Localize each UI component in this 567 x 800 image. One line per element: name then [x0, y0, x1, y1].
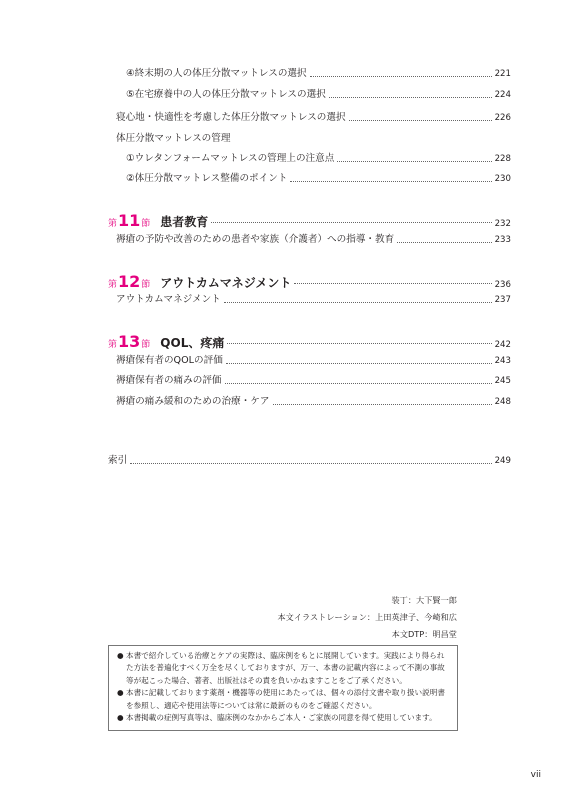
- section-page: 236: [494, 280, 511, 290]
- page-number: vii: [530, 770, 541, 780]
- toc-entry-page: 237: [494, 295, 511, 305]
- toc-entry-page: 221: [494, 69, 511, 79]
- leader-dots: [294, 282, 491, 284]
- section-prefix: 第: [108, 340, 118, 350]
- toc-entry-title: 褥瘡の痛み緩和のための治療・ケア: [116, 396, 270, 407]
- toc-entry-title: ①ウレタンフォームマットレスの管理上の注意点: [126, 153, 335, 164]
- disclaimer-text: 本書に記載しております薬剤・機器等の使用にあたっては、個々の添付文書や取り扱い説明書を参照し、適応や使用法等については常に最新のものをご確認ください。: [126, 688, 445, 710]
- bullet-icon: ●: [117, 651, 124, 660]
- toc-entry-page: 249: [494, 456, 511, 466]
- disclaimer-box: [108, 645, 458, 731]
- toc-entry-page: 226: [494, 113, 511, 123]
- toc-entry[interactable]: [116, 234, 511, 246]
- credit-line: 本文DTP：明昌堂: [391, 629, 457, 639]
- toc-entry-page: 245: [494, 376, 511, 386]
- toc-entry-title: 褥瘡の予防や改善のための患者や家族（介護者）への指導・教育: [116, 234, 395, 245]
- toc-entry-title: 索引: [108, 455, 128, 466]
- section-title: アウトカムマネジメント: [160, 276, 292, 290]
- credit-line: 装丁：大下賢一郎: [391, 595, 457, 605]
- bullet-icon: ●: [117, 688, 124, 698]
- toc-entry-title: 褥瘡保有者の痛みの評価: [116, 375, 222, 386]
- toc-entry-title: ②体圧分散マットレス整備のポイント: [126, 173, 288, 184]
- toc-entry[interactable]: [116, 112, 511, 124]
- section-page: 242: [494, 340, 511, 350]
- section-number: 12: [118, 272, 141, 291]
- section-prefix: 第: [108, 219, 118, 229]
- section-prefix: 第: [108, 280, 118, 290]
- leader-dots: [226, 362, 492, 364]
- section-suffix: 節: [141, 340, 151, 350]
- toc-entry[interactable]: [126, 68, 511, 80]
- credit-line: 本文イラストレーション：上田英津子、今崎和広: [277, 612, 457, 622]
- leader-dots: [224, 301, 492, 303]
- toc-entry-title: 体圧分散マットレスの管理: [116, 133, 231, 144]
- toc-entry-title: ⑤在宅療養中の人の体圧分散マットレスの選択: [126, 89, 326, 100]
- section-title: QOL、疼痛: [160, 336, 225, 350]
- toc-entry-index[interactable]: [108, 455, 511, 467]
- toc-entry-page: 243: [494, 356, 511, 366]
- toc-entry[interactable]: [116, 355, 511, 367]
- section-heading-11[interactable]: [108, 211, 511, 230]
- leader-dots: [290, 180, 491, 182]
- toc-heading[interactable]: [116, 133, 230, 145]
- section-title: 患者教育: [160, 215, 209, 229]
- bullet-icon: ●: [117, 713, 124, 723]
- leader-dots: [337, 160, 491, 162]
- toc-entry-page: 233: [494, 235, 511, 245]
- leader-dots: [310, 75, 492, 77]
- section-heading-13[interactable]: [108, 332, 511, 351]
- toc-entry-page: 228: [494, 154, 511, 164]
- toc-entry[interactable]: [126, 153, 511, 165]
- disclaimer-item: [117, 650, 449, 687]
- leader-dots: [225, 382, 492, 384]
- section-page: 232: [494, 219, 511, 229]
- toc-entry-title: アウトカムマネジメント: [116, 294, 221, 305]
- leader-dots: [329, 96, 492, 98]
- section-suffix: 節: [141, 219, 151, 229]
- toc-entry-page: 224: [494, 90, 511, 100]
- section-suffix: 節: [141, 280, 151, 290]
- leader-dots: [273, 403, 492, 405]
- toc-entry-title: ④終末期の人の体圧分散マットレスの選択: [126, 68, 307, 79]
- disclaimer-text: 本書掲載の症例写真等は、臨床例のなかからご本人・ご家族の同意を得て使用しています。: [126, 713, 437, 723]
- disclaimer-item: [117, 687, 449, 712]
- section-number: 11: [118, 211, 141, 230]
- disclaimer-text: 本書で紹介している治療とケアの実際は、臨床例をもとに展開しています。実践により得られた方法を普遍化すべく万全を尽くしておりますが、万一、本書の記載内容によって不測の事故等が起こった場合、著者、出版社はその責を負いかねますことをご了承ください。: [126, 651, 445, 685]
- leader-dots: [227, 342, 491, 344]
- toc-entry[interactable]: [126, 173, 511, 185]
- section-number: 13: [118, 332, 141, 351]
- leader-dots: [349, 119, 492, 121]
- toc-entry[interactable]: [116, 396, 511, 408]
- section-heading-12[interactable]: [108, 272, 511, 291]
- leader-dots: [130, 462, 491, 464]
- toc-entry-title: 褥瘡保有者のQOLの評価: [116, 355, 223, 366]
- toc-entry[interactable]: [116, 375, 511, 387]
- leader-dots: [211, 221, 491, 223]
- disclaimer-item: [117, 712, 449, 724]
- toc-entry-page: 248: [494, 397, 511, 407]
- toc-entry-page: 230: [494, 174, 511, 184]
- toc-entry-title: 寝心地・快適性を考慮した体圧分散マットレスの選択: [116, 112, 346, 123]
- toc-entry[interactable]: [116, 294, 511, 306]
- leader-dots: [397, 241, 491, 243]
- toc-entry[interactable]: [126, 89, 511, 101]
